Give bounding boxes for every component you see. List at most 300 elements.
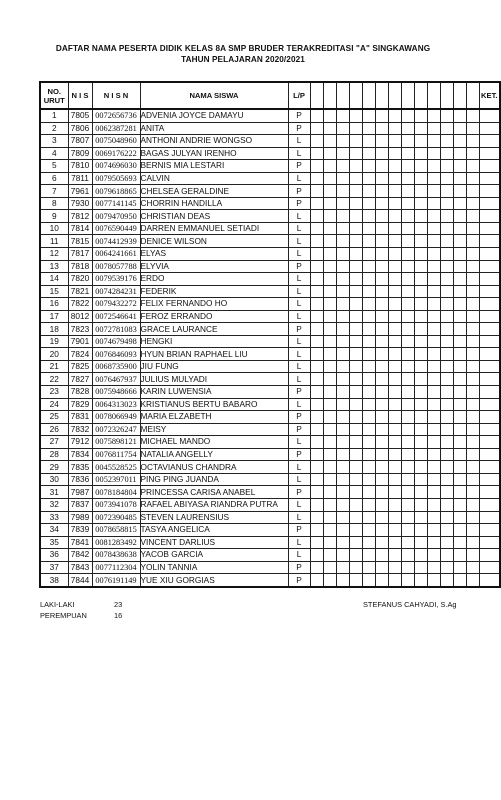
- table-row: [40, 260, 500, 273]
- blank-cell: [375, 222, 388, 235]
- blank-cell: [440, 574, 453, 587]
- blank-cell: [349, 348, 362, 361]
- blank-cell: [388, 373, 401, 386]
- table-row: [40, 411, 500, 424]
- student-name-cell: CALVIN: [140, 172, 288, 185]
- blank-cell: [453, 411, 466, 424]
- blank-cell: [427, 135, 440, 148]
- blank-cell: [414, 473, 427, 486]
- blank-column-header: [414, 82, 427, 109]
- remarks-cell: [479, 210, 500, 223]
- blank-cell: [440, 172, 453, 185]
- blank-cell: [401, 147, 414, 160]
- blank-cell: [414, 222, 427, 235]
- blank-cell: [414, 411, 427, 424]
- blank-cell: [414, 273, 427, 286]
- blank-cell: [414, 285, 427, 298]
- row-number: 1: [40, 109, 68, 122]
- blank-cell: [310, 298, 323, 311]
- blank-cell: [310, 273, 323, 286]
- blank-cell: [466, 448, 479, 461]
- blank-cell: [388, 185, 401, 198]
- blank-cell: [466, 160, 479, 173]
- nis-cell: 7829: [68, 398, 92, 411]
- blank-cell: [427, 147, 440, 160]
- blank-cell: [388, 448, 401, 461]
- blank-cell: [375, 386, 388, 399]
- blank-cell: [323, 210, 336, 223]
- blank-cell: [427, 172, 440, 185]
- blank-cell: [349, 411, 362, 424]
- row-number: 17: [40, 310, 68, 323]
- blank-column-header: [388, 82, 401, 109]
- table-row: [40, 235, 500, 248]
- gender-cell: L: [288, 135, 310, 148]
- blank-cell: [466, 536, 479, 549]
- blank-cell: [453, 423, 466, 436]
- gender-cell: P: [288, 197, 310, 210]
- blank-cell: [362, 210, 375, 223]
- gender-cell: L: [288, 436, 310, 449]
- blank-cell: [375, 461, 388, 474]
- table-row: [40, 273, 500, 286]
- gender-cell: L: [288, 147, 310, 160]
- blank-cell: [414, 524, 427, 537]
- gender-cell: P: [288, 574, 310, 587]
- column-header-nis: N I S: [68, 82, 92, 109]
- blank-cell: [427, 273, 440, 286]
- blank-cell: [362, 235, 375, 248]
- blank-cell: [388, 122, 401, 135]
- table-row: [40, 448, 500, 461]
- blank-cell: [466, 147, 479, 160]
- blank-cell: [414, 310, 427, 323]
- gender-cell: L: [288, 298, 310, 311]
- blank-cell: [466, 323, 479, 336]
- student-name-cell: HENGKI: [140, 335, 288, 348]
- gender-cell: P: [288, 323, 310, 336]
- blank-cell: [375, 285, 388, 298]
- blank-cell: [323, 524, 336, 537]
- row-number: 30: [40, 473, 68, 486]
- document-title: DAFTAR NAMA PESERTA DIDIK KELAS 8A SMP BRUDER TERAKREDITASI "A" SINGKAWANG: [55, 44, 431, 53]
- blank-cell: [323, 109, 336, 122]
- blank-cell: [323, 398, 336, 411]
- blank-cell: [388, 222, 401, 235]
- blank-cell: [414, 398, 427, 411]
- nis-cell: 7806: [68, 122, 92, 135]
- nis-cell: 7824: [68, 348, 92, 361]
- blank-cell: [414, 360, 427, 373]
- student-name-cell: MEISY: [140, 423, 288, 436]
- student-name-cell: MARIA ELZABETH: [140, 411, 288, 424]
- blank-cell: [310, 122, 323, 135]
- blank-column-header: [375, 82, 388, 109]
- nisn-cell: 0079618865: [92, 185, 140, 198]
- blank-cell: [349, 486, 362, 499]
- blank-cell: [388, 197, 401, 210]
- blank-cell: [362, 273, 375, 286]
- blank-cell: [401, 473, 414, 486]
- blank-cell: [349, 536, 362, 549]
- blank-cell: [375, 473, 388, 486]
- blank-cell: [310, 524, 323, 537]
- blank-cell: [375, 549, 388, 562]
- blank-cell: [336, 348, 349, 361]
- blank-cell: [310, 248, 323, 261]
- blank-column-header: [349, 82, 362, 109]
- row-number: 4: [40, 147, 68, 160]
- gender-cell: L: [288, 210, 310, 223]
- nisn-cell: 0079470950: [92, 210, 140, 223]
- blank-cell: [310, 549, 323, 562]
- blank-cell: [401, 411, 414, 424]
- blank-cell: [362, 185, 375, 198]
- blank-cell: [349, 524, 362, 537]
- blank-cell: [388, 423, 401, 436]
- table-row: [40, 473, 500, 486]
- gender-cell: P: [288, 386, 310, 399]
- blank-cell: [336, 285, 349, 298]
- blank-cell: [440, 235, 453, 248]
- blank-cell: [362, 549, 375, 562]
- nisn-cell: 0078438638: [92, 549, 140, 562]
- student-name-cell: OCTAVIANUS CHANDRA: [140, 461, 288, 474]
- blank-cell: [323, 473, 336, 486]
- remarks-cell: [479, 160, 500, 173]
- blank-cell: [310, 109, 323, 122]
- gender-cell: L: [288, 373, 310, 386]
- remarks-cell: [479, 448, 500, 461]
- blank-cell: [414, 323, 427, 336]
- blank-cell: [375, 348, 388, 361]
- blank-cell: [362, 222, 375, 235]
- nisn-cell: 0074679498: [92, 335, 140, 348]
- blank-cell: [375, 248, 388, 261]
- gender-cell: L: [288, 536, 310, 549]
- blank-cell: [401, 298, 414, 311]
- nisn-cell: 0078066949: [92, 411, 140, 424]
- blank-cell: [401, 348, 414, 361]
- blank-cell: [466, 172, 479, 185]
- nisn-cell: 0069176222: [92, 147, 140, 160]
- blank-cell: [453, 197, 466, 210]
- row-number: 13: [40, 260, 68, 273]
- blank-cell: [453, 524, 466, 537]
- nisn-cell: 0079505693: [92, 172, 140, 185]
- nisn-cell: 0045528525: [92, 461, 140, 474]
- table-row: [40, 248, 500, 261]
- blank-cell: [349, 285, 362, 298]
- nisn-cell: 0072326247: [92, 423, 140, 436]
- blank-cell: [362, 536, 375, 549]
- blank-cell: [427, 524, 440, 537]
- blank-cell: [349, 197, 362, 210]
- student-name-cell: ERDO: [140, 273, 288, 286]
- blank-cell: [401, 524, 414, 537]
- nis-cell: 7835: [68, 461, 92, 474]
- blank-cell: [401, 323, 414, 336]
- blank-cell: [466, 210, 479, 223]
- blank-cell: [440, 436, 453, 449]
- blank-column-header: [401, 82, 414, 109]
- student-name-cell: DARREN EMMANUEL SETIADI: [140, 222, 288, 235]
- blank-cell: [440, 135, 453, 148]
- blank-cell: [440, 273, 453, 286]
- blank-cell: [323, 423, 336, 436]
- blank-cell: [440, 511, 453, 524]
- table-row: [40, 335, 500, 348]
- gender-cell: P: [288, 260, 310, 273]
- blank-cell: [414, 574, 427, 587]
- male-count-value: 23: [114, 600, 123, 609]
- blank-cell: [388, 461, 401, 474]
- blank-cell: [388, 398, 401, 411]
- blank-cell: [336, 511, 349, 524]
- student-name-cell: BAGAS JULYAN IRENHO: [140, 147, 288, 160]
- blank-cell: [349, 310, 362, 323]
- blank-cell: [388, 386, 401, 399]
- blank-cell: [349, 298, 362, 311]
- remarks-cell: [479, 109, 500, 122]
- student-name-cell: PING PING JUANDA: [140, 473, 288, 486]
- table-row: [40, 172, 500, 185]
- blank-cell: [336, 549, 349, 562]
- blank-cell: [336, 135, 349, 148]
- blank-cell: [310, 386, 323, 399]
- blank-cell: [427, 486, 440, 499]
- blank-cell: [453, 360, 466, 373]
- blank-cell: [466, 386, 479, 399]
- student-name-cell: JULIUS MULYADI: [140, 373, 288, 386]
- blank-cell: [336, 122, 349, 135]
- blank-cell: [336, 436, 349, 449]
- blank-cell: [401, 561, 414, 574]
- table-row: [40, 511, 500, 524]
- student-name-cell: YUE XIU GORGIAS: [140, 574, 288, 587]
- table-row: [40, 210, 500, 223]
- nis-cell: 7825: [68, 360, 92, 373]
- table-row: [40, 461, 500, 474]
- blank-cell: [466, 335, 479, 348]
- blank-cell: [362, 411, 375, 424]
- student-name-cell: STEVEN LAURENSIUS: [140, 511, 288, 524]
- student-name-cell: MICHAEL MANDO: [140, 436, 288, 449]
- table-row: [40, 536, 500, 549]
- student-name-cell: GRACE LAURANCE: [140, 323, 288, 336]
- blank-cell: [414, 536, 427, 549]
- blank-cell: [349, 461, 362, 474]
- student-name-cell: ADVENIA JOYCE DAMAYU: [140, 109, 288, 122]
- student-name-cell: ANTHONI ANDRIE WONGSO: [140, 135, 288, 148]
- blank-cell: [349, 373, 362, 386]
- blank-cell: [453, 248, 466, 261]
- blank-cell: [388, 235, 401, 248]
- nisn-cell: 0078184804: [92, 486, 140, 499]
- blank-cell: [336, 298, 349, 311]
- blank-cell: [362, 461, 375, 474]
- blank-cell: [466, 109, 479, 122]
- column-header-lp: L/P: [288, 82, 310, 109]
- blank-cell: [388, 561, 401, 574]
- blank-cell: [440, 248, 453, 261]
- nis-cell: 7827: [68, 373, 92, 386]
- blank-cell: [427, 498, 440, 511]
- gender-cell: L: [288, 273, 310, 286]
- nis-cell: 7821: [68, 285, 92, 298]
- nisn-cell: 0072656736: [92, 109, 140, 122]
- student-name-cell: VINCENT DARLIUS: [140, 536, 288, 549]
- student-name-cell: HYUN BRIAN RAPHAEL LIU: [140, 348, 288, 361]
- blank-cell: [427, 373, 440, 386]
- blank-cell: [336, 360, 349, 373]
- gender-cell: L: [288, 348, 310, 361]
- nisn-cell: 0072781083: [92, 323, 140, 336]
- blank-cell: [336, 335, 349, 348]
- blank-cell: [453, 273, 466, 286]
- nisn-cell: 0075898121: [92, 436, 140, 449]
- gender-cell: P: [288, 122, 310, 135]
- blank-cell: [362, 498, 375, 511]
- blank-cell: [323, 273, 336, 286]
- blank-cell: [323, 285, 336, 298]
- row-number: 12: [40, 248, 68, 261]
- blank-cell: [440, 348, 453, 361]
- gender-cell: P: [288, 109, 310, 122]
- blank-cell: [440, 411, 453, 424]
- blank-cell: [362, 260, 375, 273]
- blank-cell: [310, 423, 323, 436]
- nisn-cell: 0075948666: [92, 386, 140, 399]
- remarks-cell: [479, 122, 500, 135]
- gender-cell: L: [288, 335, 310, 348]
- blank-cell: [401, 386, 414, 399]
- remarks-cell: [479, 335, 500, 348]
- nis-cell: 7815: [68, 235, 92, 248]
- blank-cell: [440, 147, 453, 160]
- table-row: [40, 549, 500, 562]
- row-number: 37: [40, 561, 68, 574]
- row-number: 20: [40, 348, 68, 361]
- blank-cell: [349, 210, 362, 223]
- blank-cell: [375, 260, 388, 273]
- blank-cell: [375, 273, 388, 286]
- blank-cell: [388, 298, 401, 311]
- table-row: [40, 423, 500, 436]
- blank-cell: [323, 298, 336, 311]
- blank-cell: [388, 248, 401, 261]
- blank-cell: [427, 248, 440, 261]
- blank-cell: [388, 135, 401, 148]
- blank-cell: [401, 498, 414, 511]
- remarks-cell: [479, 360, 500, 373]
- nis-cell: 7901: [68, 335, 92, 348]
- row-number: 15: [40, 285, 68, 298]
- blank-cell: [453, 285, 466, 298]
- blank-cell: [466, 235, 479, 248]
- blank-cell: [414, 160, 427, 173]
- blank-cell: [440, 335, 453, 348]
- row-number: 35: [40, 536, 68, 549]
- blank-cell: [401, 185, 414, 198]
- blank-cell: [362, 423, 375, 436]
- blank-cell: [375, 561, 388, 574]
- blank-cell: [453, 373, 466, 386]
- blank-cell: [453, 147, 466, 160]
- nis-cell: 7828: [68, 386, 92, 399]
- column-header-nisn: N I S N: [92, 82, 140, 109]
- blank-cell: [453, 473, 466, 486]
- student-name-cell: YOLIN TANNIA: [140, 561, 288, 574]
- blank-cell: [323, 122, 336, 135]
- table-row: [40, 285, 500, 298]
- blank-cell: [388, 210, 401, 223]
- blank-cell: [362, 323, 375, 336]
- blank-cell: [466, 298, 479, 311]
- remarks-cell: [479, 323, 500, 336]
- blank-cell: [427, 122, 440, 135]
- nis-cell: 7989: [68, 511, 92, 524]
- blank-cell: [401, 461, 414, 474]
- row-number: 9: [40, 210, 68, 223]
- blank-cell: [453, 222, 466, 235]
- blank-cell: [362, 335, 375, 348]
- nisn-cell: 0074412939: [92, 235, 140, 248]
- blank-cell: [427, 298, 440, 311]
- blank-cell: [362, 147, 375, 160]
- blank-cell: [466, 574, 479, 587]
- nisn-cell: 0077141145: [92, 197, 140, 210]
- blank-cell: [427, 360, 440, 373]
- blank-cell: [427, 386, 440, 399]
- blank-cell: [336, 197, 349, 210]
- nis-cell: 7837: [68, 498, 92, 511]
- blank-cell: [310, 373, 323, 386]
- row-number: 10: [40, 222, 68, 235]
- nisn-cell: 0079432272: [92, 298, 140, 311]
- blank-cell: [310, 360, 323, 373]
- blank-cell: [349, 260, 362, 273]
- student-name-cell: BERNIS MIA LESTARI: [140, 160, 288, 173]
- blank-cell: [310, 197, 323, 210]
- nis-cell: 7807: [68, 135, 92, 148]
- student-table: [39, 81, 501, 588]
- blank-cell: [466, 310, 479, 323]
- blank-cell: [427, 160, 440, 173]
- blank-cell: [466, 348, 479, 361]
- blank-cell: [375, 398, 388, 411]
- nis-cell: 7805: [68, 109, 92, 122]
- row-number: 25: [40, 411, 68, 424]
- blank-cell: [453, 461, 466, 474]
- blank-cell: [310, 473, 323, 486]
- blank-cell: [401, 310, 414, 323]
- blank-cell: [401, 260, 414, 273]
- blank-cell: [310, 260, 323, 273]
- blank-cell: [440, 197, 453, 210]
- nisn-cell: 0081283492: [92, 536, 140, 549]
- blank-cell: [349, 360, 362, 373]
- blank-cell: [466, 360, 479, 373]
- blank-cell: [440, 373, 453, 386]
- nis-cell: 7930: [68, 197, 92, 210]
- blank-cell: [310, 398, 323, 411]
- blank-cell: [453, 310, 466, 323]
- blank-cell: [388, 109, 401, 122]
- remarks-cell: [479, 524, 500, 537]
- male-count-label: LAKI-LAKI: [40, 600, 75, 609]
- row-number: 32: [40, 498, 68, 511]
